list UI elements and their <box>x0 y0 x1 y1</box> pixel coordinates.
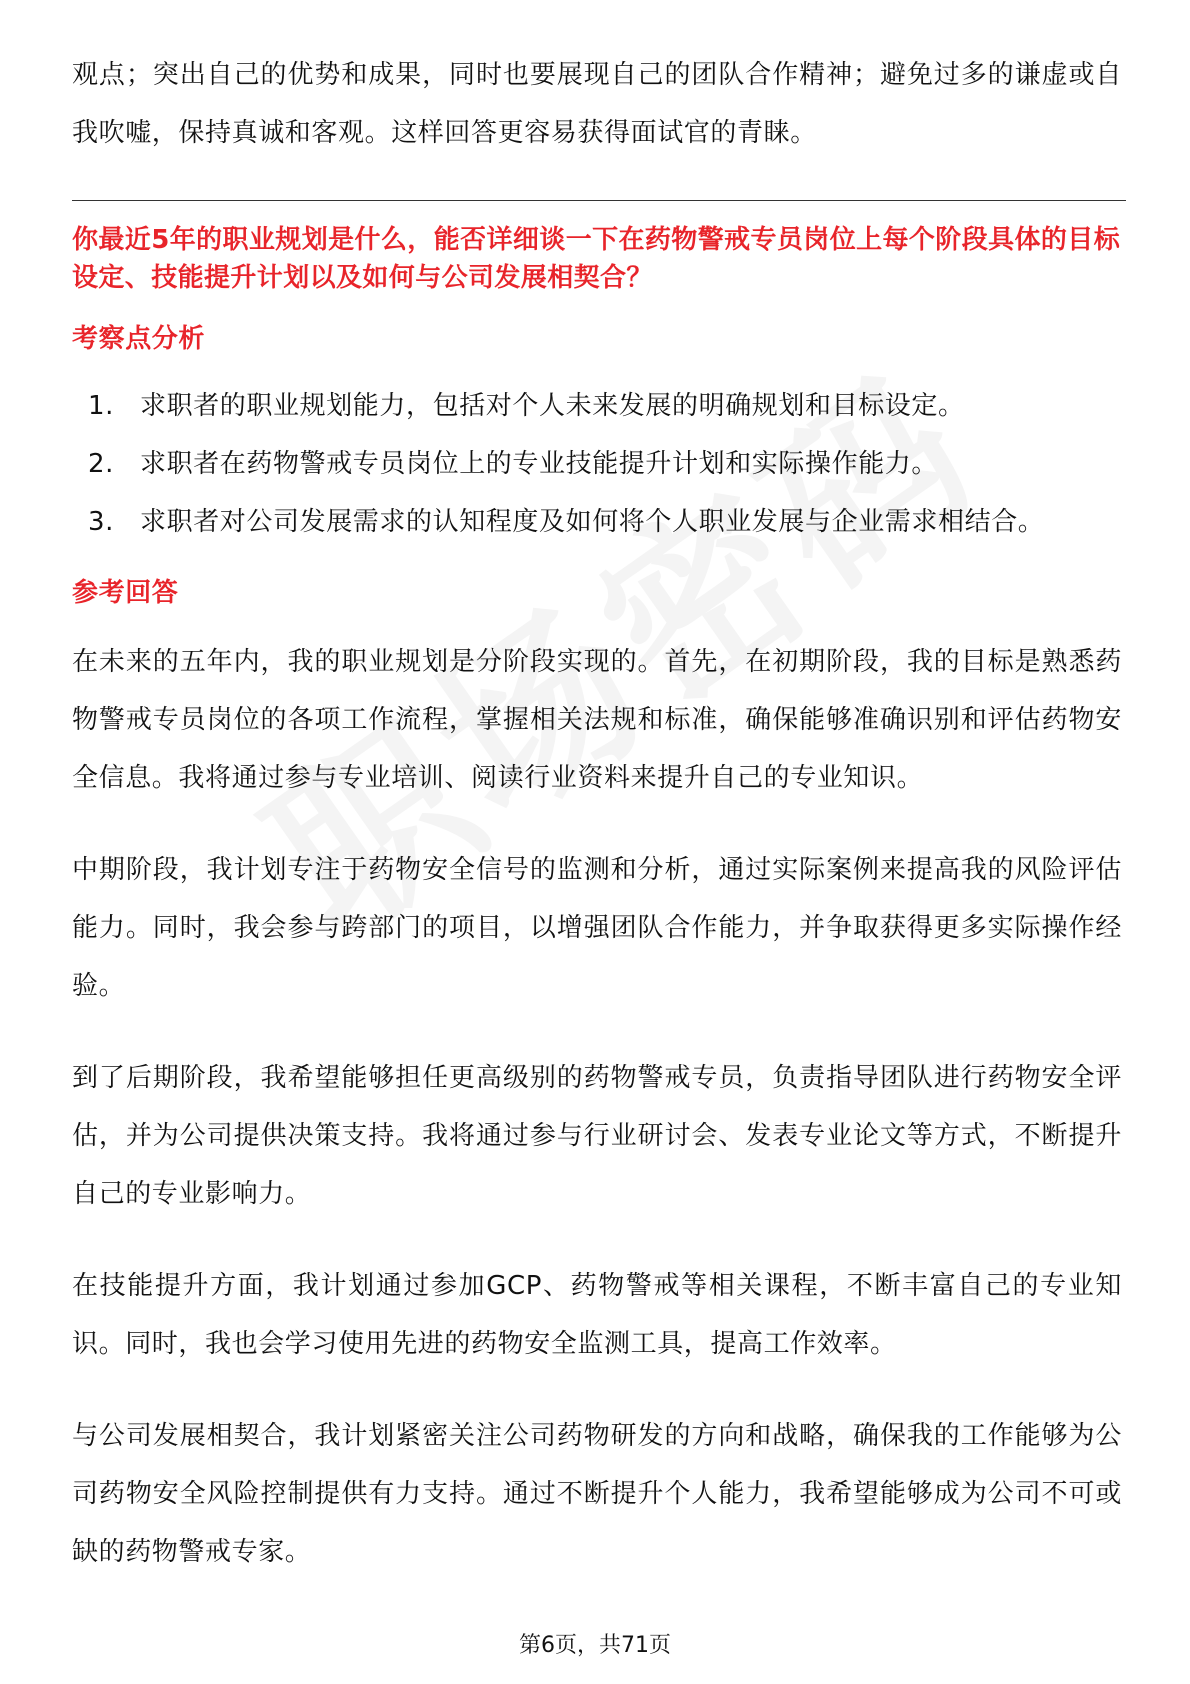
answer-paragraph: 中期阶段，我计划专注于药物安全信号的监测和分析，通过实际案例来提高我的风险评估能力。同时，我会参与跨部门的项目，以增强团队合作能力，并争取获得更多实际操作经验。 <box>72 855 1122 1001</box>
answer-paragraph: 在未来的五年内，我的职业规划是分阶段实现的。首先，在初期阶段，我的目标是熟悉药物警戒专员岗位的各项工作流程，掌握相关法规和标准，确保能够准确识别和评估药物安全信息。我将通过参与专业培训、阅读行业资料来提升自己的专业知识。 <box>72 647 1122 793</box>
answer-paragraph: 在技能提升方面，我计划通过参加GCP、药物警戒等相关课程，不断丰富自己的专业知识。同时，我也会学习使用先进的药物安全监测工具，提高工作效率。 <box>72 1271 1122 1359</box>
section-divider <box>72 200 1126 201</box>
list-item <box>72 493 1122 551</box>
analysis-list <box>72 377 1122 551</box>
answer-paragraph: 到了后期阶段，我希望能够担任更高级别的药物警戒专员，负责指导团队进行药物安全评估，并为公司提供决策支持。我将通过参与行业研讨会、发表专业论文等方式，不断提升自己的专业影响力。 <box>72 1063 1122 1209</box>
intro-paragraph: 观点；突出自己的优势和成果，同时也要展现自己的团队合作精神；避免过多的谦虚或自我吹嘘，保持真诚和客观。这样回答更容易获得面试官的青睐。 <box>72 60 1122 148</box>
answer-body <box>72 633 1122 1581</box>
list-item-number: 2. <box>88 449 115 479</box>
list-item <box>72 435 1122 493</box>
page-content <box>72 46 1122 1581</box>
answer-heading: 参考回答 <box>72 578 179 608</box>
list-item-text: 求职者的职业规划能力，包括对个人未来发展的明确规划和目标设定。 <box>140 391 965 421</box>
list-item <box>72 377 1122 435</box>
list-item-number: 3. <box>88 507 115 537</box>
answer-paragraph: 与公司发展相契合，我计划紧密关注公司药物研发的方向和战略，确保我的工作能够为公司药物安全风险控制提供有力支持。通过不断提升个人能力，我希望能够成为公司不可或缺的药物警戒专家。 <box>72 1421 1122 1567</box>
list-item-number: 1. <box>88 391 115 421</box>
question-title: 你最近5年的职业规划是什么，能否详细谈一下在药物警戒专员岗位上每个阶段具体的目标设定、技能提升计划以及如何与公司发展相契合？ <box>72 225 1121 293</box>
list-item-text: 求职者对公司发展需求的认知程度及如何将个人职业发展与企业需求相结合。 <box>140 507 1045 537</box>
page-number: 第6页，共71页 <box>519 1633 671 1658</box>
list-item-text: 求职者在药物警戒专员岗位上的专业技能提升计划和实际操作能力。 <box>140 449 939 479</box>
analysis-heading: 考察点分析 <box>72 324 206 354</box>
